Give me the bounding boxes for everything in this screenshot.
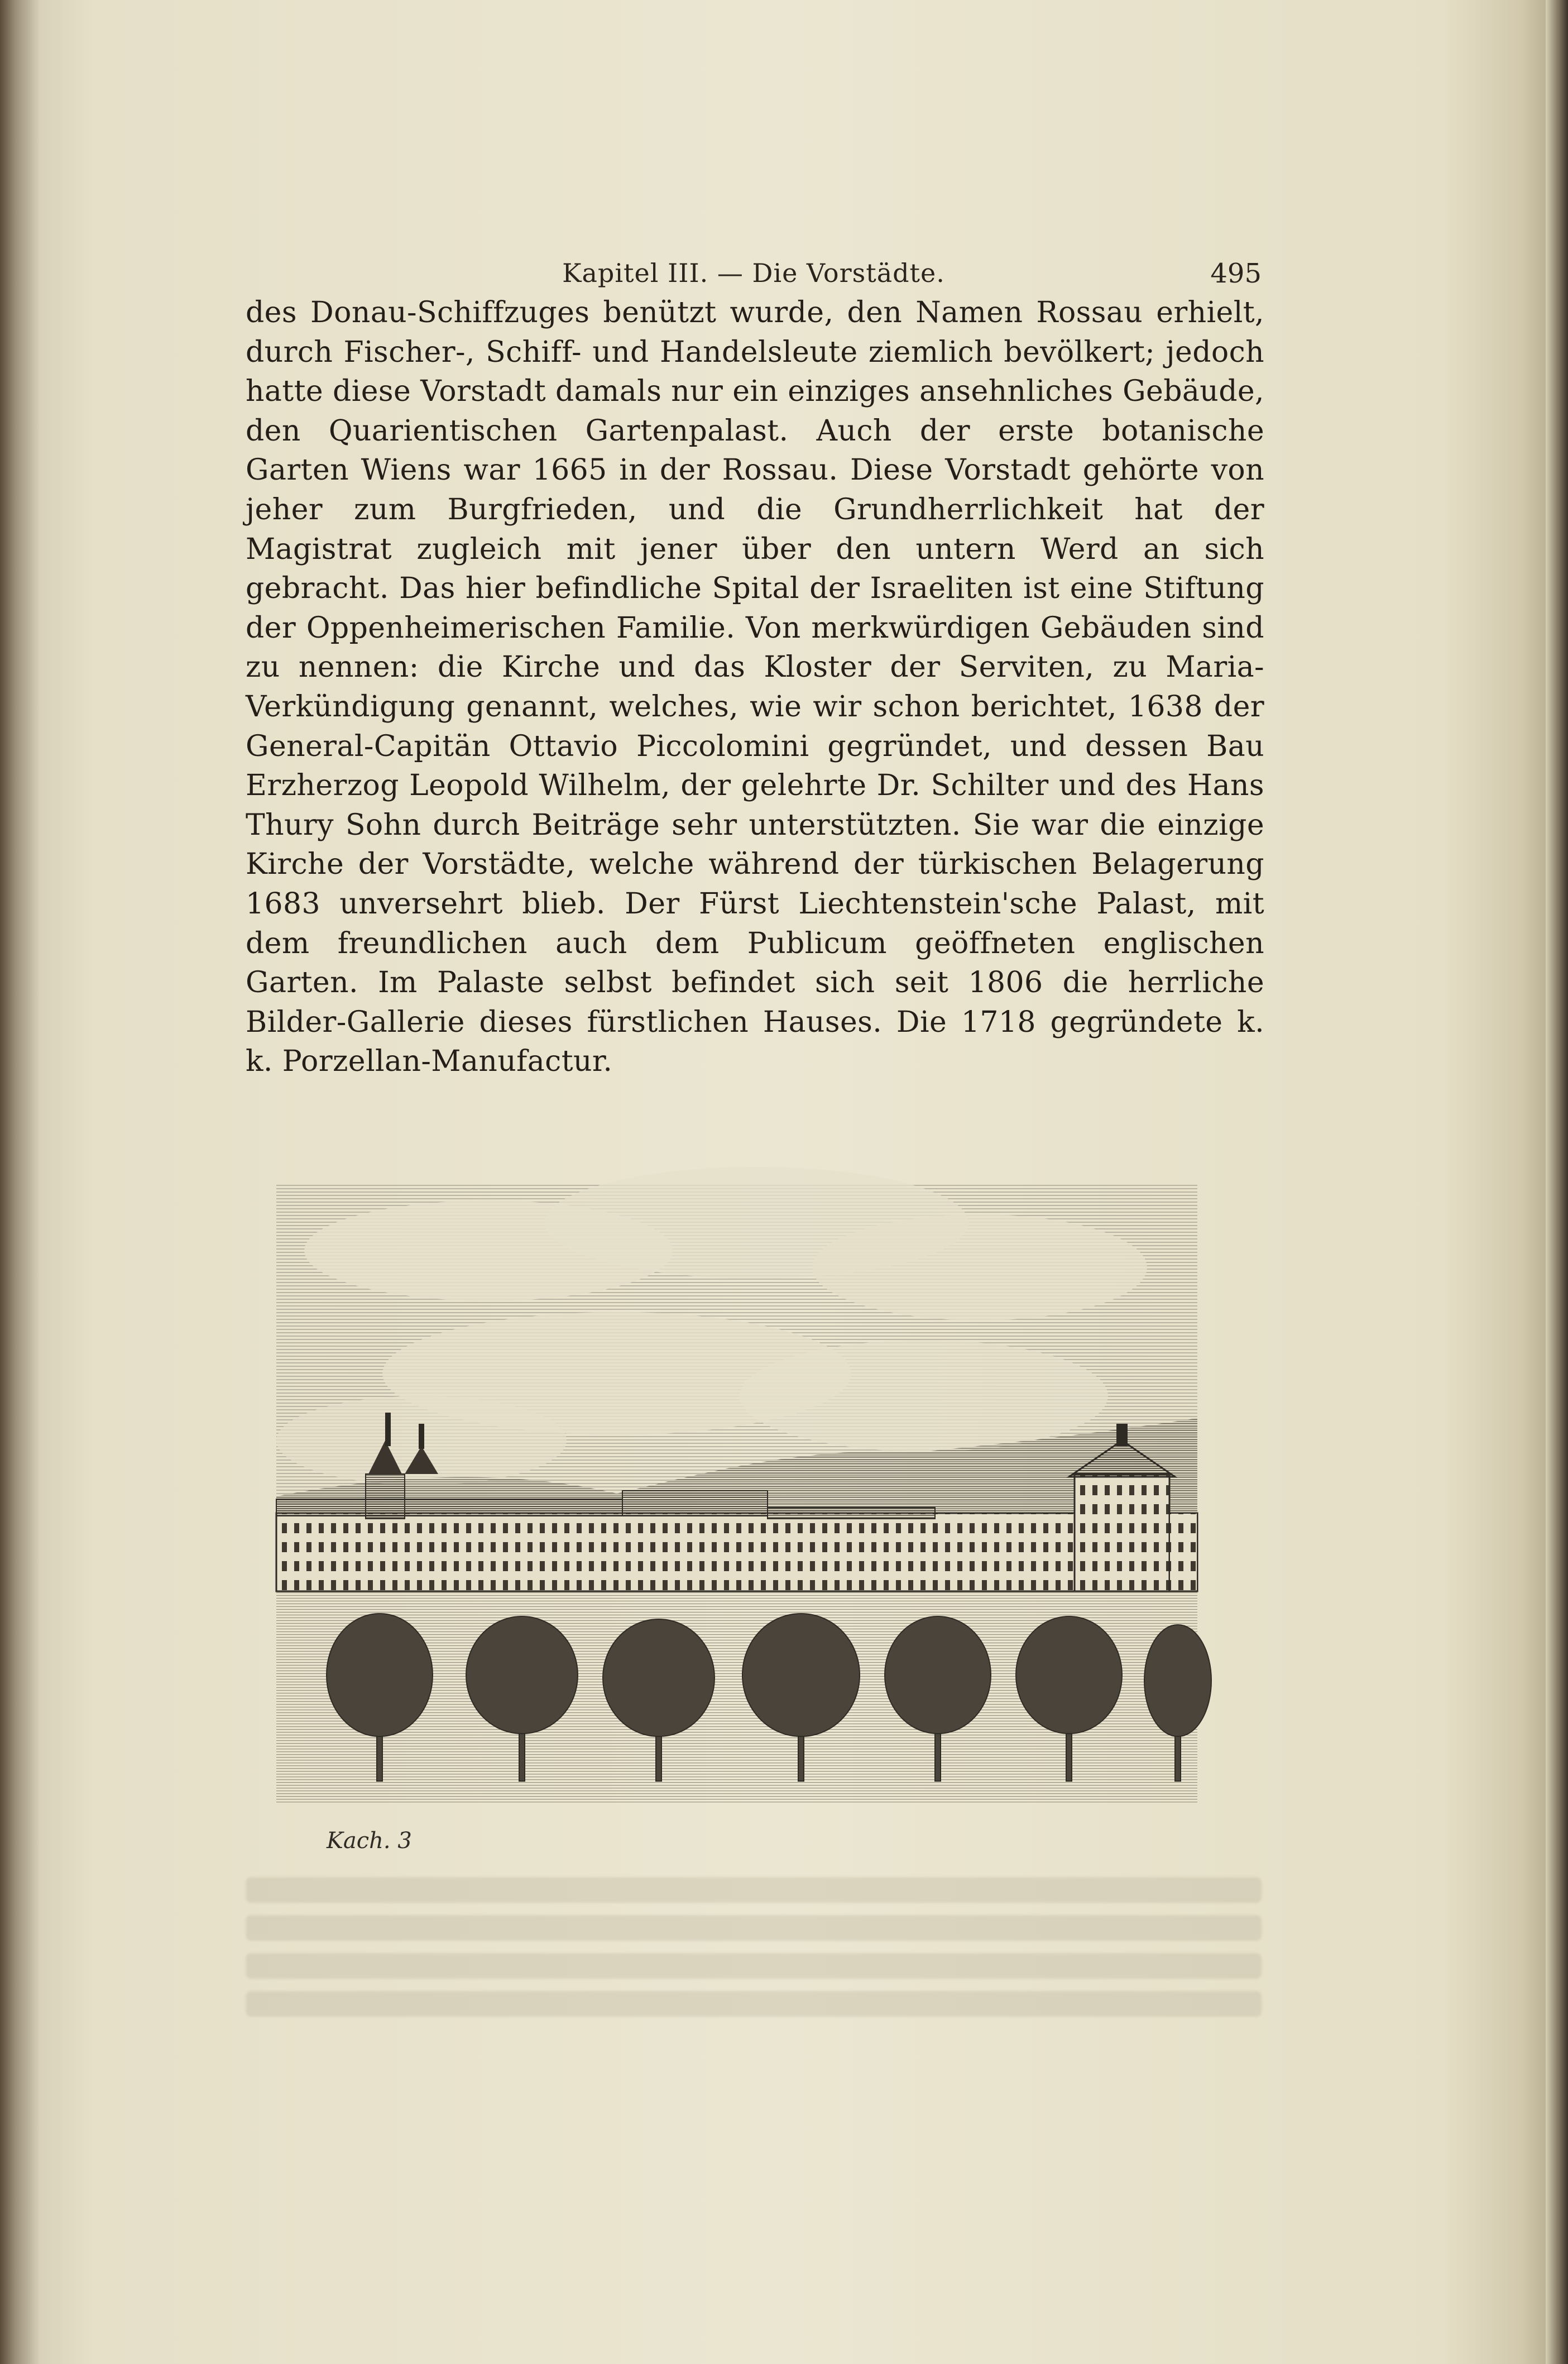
running-header (246, 258, 1262, 297)
page-number: 495 (1210, 258, 1262, 289)
page-edge (1546, 0, 1568, 2364)
artist-signature: Kach. 3 (327, 1828, 412, 1854)
body-paragraph: des Donau-Schiffzuges benützt wurde, den Namen Rossau erhielt, durch Fischer-, Schiff- und Handelsleute ziemlich bevölkert; jedoch hatte diese Vorstadt damals nur ein einziges ansehnliches Gebäude, den Quarientischen Gartenpalast. Auch der erste botanische Garten Wiens war 1665 in der Rossau. Diese Vorstadt gehörte von jeher zum Burgfrieden, und die Grundherrlichkeit hat der Magistrat zugleich mit jener über den untern Werd an sich gebracht. Das hier befindliche Spital der Israeliten ist eine Stiftung der Oppenheimerischen Familie. Von merkwürdigen Gebäuden sind zu nennen: die Kirche und das Kloster der Serviten, zu Maria-Verkündigung genannt, welches, wie wir schon berichtet, 1638 der General-Capitän Ottavio Piccolomini gegründet, und dessen Bau Erzherzog Leopold Wilhelm, der gelehrte Dr. Schilter und des Hans Thury Sohn durch Beiträge sehr unterstützten. Sie war die einzige Kirche der Vorstädte, welche während der türkischen Belagerung 1683 unversehrt blieb. Der Fürst Liechtenstein'sche Palast, mit dem freundlichen auch dem Publicum geöffneten englischen Garten. Im Palaste selbst befindet sich seit 1806 die herrliche Bilder-Gallerie dieses fürstlichen Hauses. Die 1718 gegründete k. k. Porzellan-Manufactur. (246, 296, 1264, 1079)
book-gutter (0, 0, 39, 2364)
running-title: Kapitel III. — Die Vorstädte. (562, 258, 945, 288)
engraving-illustration (254, 1083, 1220, 1859)
show-through-text (246, 1865, 1262, 2021)
